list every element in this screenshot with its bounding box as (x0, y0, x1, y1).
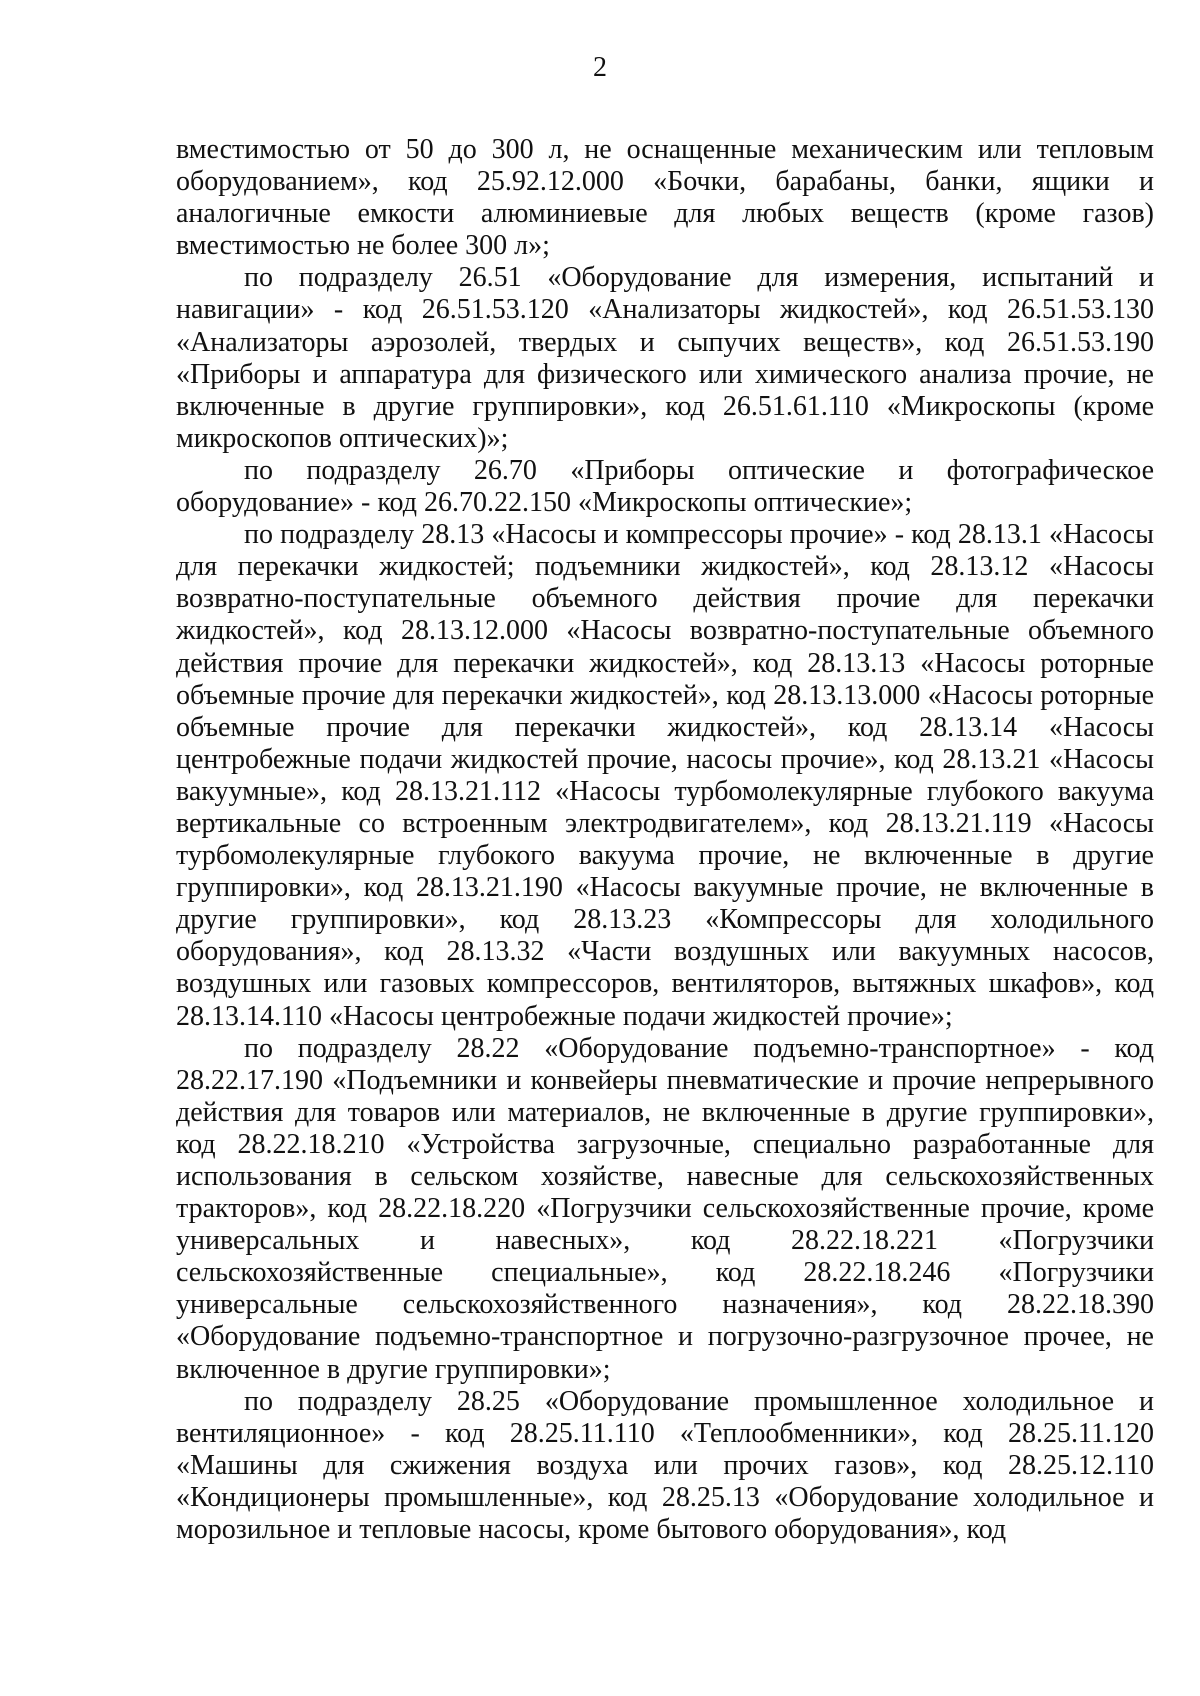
paragraph-subsection-28-22: по подразделу 28.22 «Оборудование подъемно-транспортное» - код 28.22.17.190 «Подъемники и конвейеры пневматические и прочие непрерывного действия для товаров или материалов, не включенные в другие группировки», код 28.22.18.210 «Устройства загрузочные, специально разработанные для использования в сельском хозяйстве, навесные для сельскохозяйственных тракторов», код 28.22.18.220 «Погрузчики сельскохозяйственные прочие, кроме универсальных и навесных», код 28.22.18.221 «Погрузчики сельскохозяйственные специальные», код 28.22.18.246 «Погрузчики универсальные сельскохозяйственного назначения», код 28.22.18.390 «Оборудование подъемно-транспортное и погрузочно-разгрузочное прочее, не включенное в другие группировки»; (176, 1032, 1154, 1385)
paragraph-subsection-28-25: по подразделу 28.25 «Оборудование промышленное холодильное и вентиляционное» - код 28.25.11.110 «Теплообменники», код 28.25.11.120 «Машины для сжижения воздуха или прочих газов», код 28.25.12.110 «Кондиционеры промышленные», код 28.25.13 «Оборудование холодильное и морозильное и тепловые насосы, кроме бытового оборудования», код (176, 1385, 1154, 1546)
document-body (176, 134, 1154, 1546)
paragraph-subsection-26-70: по подразделу 26.70 «Приборы оптические и фотографическое оборудование» - код 26.70.22.150 «Микроскопы оптические»; (176, 454, 1154, 519)
page-number: 2 (593, 52, 607, 83)
paragraph-continuation: вместимостью от 50 до 300 л, не оснащенные механическим или тепловым оборудованием», код 25.92.12.000 «Бочки, барабаны, банки, ящики и аналогичные емкости алюминиевые для любых веществ (кроме газов) вместимостью не более 300 л»; (176, 134, 1154, 262)
paragraph-subsection-26-51: по подразделу 26.51 «Оборудование для измерения, испытаний и навигации» - код 26.51.53.120 «Анализаторы жидкостей», код 26.51.53.130 «Анализаторы аэрозолей, твердых и сыпучих веществ», код 26.51.53.190 «Приборы и аппаратура для физического или химического анализа прочие, не включенные в другие группировки», код 26.51.61.110 «Микроскопы (кроме микроскопов оптических)»; (176, 262, 1154, 454)
paragraph-subsection-28-13: по подразделу 28.13 «Насосы и компрессоры прочие» - код 28.13.1 «Насосы для перекачки жидкостей; подъемники жидкостей», код 28.13.12 «Насосы возвратно-поступательные объемного действия прочие для перекачки жидкостей», код 28.13.12.000 «Насосы возвратно-поступательные объемного действия прочие для перекачки жидкостей», код 28.13.13 «Насосы роторные объемные прочие для перекачки жидкостей», код 28.13.13.000 «Насосы роторные объемные прочие для перекачки жидкостей», код 28.13.14 «Насосы центробежные подачи жидкостей прочие, насосы прочие», код 28.13.21 «Насосы вакуумные», код 28.13.21.112 «Насосы турбомолекулярные глубокого вакуума вертикальные со встроенным электродвигателем», код 28.13.21.119 «Насосы турбомолекулярные глубокого вакуума прочие, не включенные в другие группировки», код 28.13.21.190 «Насосы вакуумные прочие, не включенные в другие группировки», код 28.13.23 «Компрессоры для холодильного оборудования», код 28.13.32 «Части воздушных или вакуумных насосов, воздушных или газовых компрессоров, вентиляторов, вытяжных шкафов», код 28.13.14.110 «Насосы центробежные подачи жидкостей прочие»; (176, 519, 1154, 1032)
